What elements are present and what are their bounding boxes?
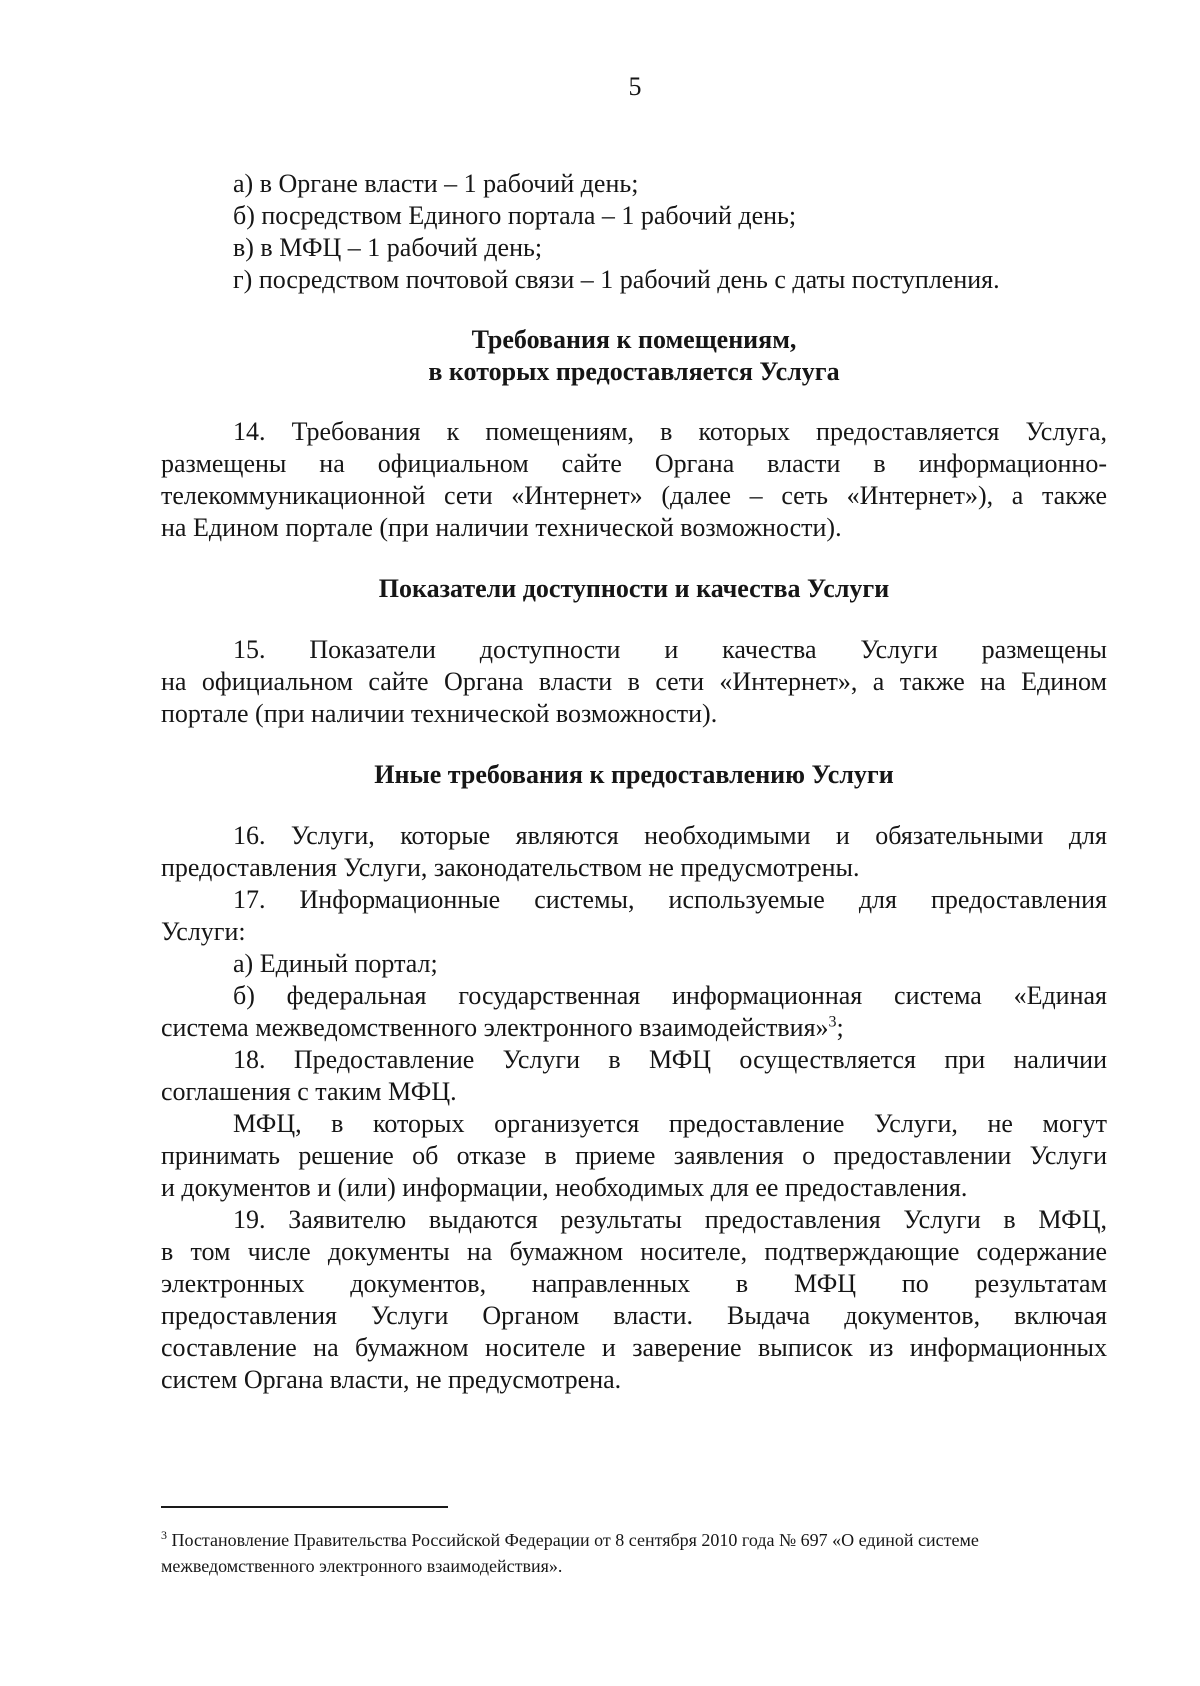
document-body	[161, 168, 1107, 1396]
paragraph-line: 19. Заявителю выдаются результаты предоставления Услуги в МФЦ,	[233, 1205, 1107, 1234]
paragraph-line: телекоммуникационной сети «Интернет» (далее – сеть «Интернет»), а также	[161, 481, 1107, 510]
paragraph-line: предоставления Услуги, законодательством не предусмотрены.	[161, 853, 860, 882]
paragraph-line	[161, 1012, 1107, 1044]
paragraph-line: Услуги:	[161, 917, 246, 946]
paragraph-line: предоставления Услуги Органом власти. Выдача документов, включая	[161, 1301, 1107, 1330]
footnote	[161, 1527, 1107, 1579]
list-item: б) посредством Единого портала – 1 рабочий день;	[233, 201, 797, 230]
paragraph-line-tail: ;	[836, 1013, 844, 1042]
deadline-list	[161, 168, 1107, 296]
paragraph-18	[161, 1044, 1107, 1204]
paragraph-16	[161, 820, 1107, 884]
heading-line: в которых предоставляется Услуга	[428, 357, 840, 386]
paragraph-line: принимать решение об отказе в приеме заявления о предоставлении Услуги	[161, 1141, 1107, 1170]
footnote-divider	[161, 1506, 448, 1508]
paragraph-line: портале (при наличии технической возможности).	[161, 699, 718, 728]
list-item: а) в Органе власти – 1 рабочий день;	[233, 169, 639, 198]
list-item: а) Единый портал;	[233, 949, 438, 978]
paragraph-line: МФЦ, в которых организуется предоставление Услуги, не могут	[233, 1109, 1107, 1138]
section-heading-quality: Показатели доступности и качества Услуги	[378, 574, 890, 603]
paragraph-line: на официальном сайте Органа власти в сети «Интернет», а также на Едином	[161, 667, 1107, 696]
paragraph-line: электронных документов, направленных в МФЦ по результатам	[161, 1269, 1107, 1298]
paragraph-14	[161, 416, 1107, 544]
footnote-reference: 3	[828, 1013, 837, 1031]
paragraph-line-text: система межведомственного электронного взаимодействия»	[161, 1013, 829, 1042]
paragraph-line: в том числе документы на бумажном носителе, подтверждающие содержание	[161, 1237, 1107, 1266]
paragraph-line: составление на бумажном носителе и заверение выписок из информационных	[161, 1333, 1107, 1362]
paragraph-line: 16. Услуги, которые являются необходимыми и обязательными для	[233, 821, 1107, 850]
footnote-line	[161, 1527, 1107, 1553]
paragraph-line: 15. Показатели доступности и качества Услуги размещены	[233, 635, 1107, 664]
paragraph-15	[161, 634, 1107, 730]
section-heading-other: Иные требования к предоставлению Услуги	[374, 760, 894, 789]
paragraph-line: на Едином портале (при наличии технической возможности).	[161, 513, 842, 542]
paragraph-line: и документов и (или) информации, необходимых для ее предоставления.	[161, 1173, 968, 1202]
paragraph-line: 18. Предоставление Услуги в МФЦ осуществляется при наличии	[233, 1045, 1107, 1074]
footnote-line: межведомственного электронного взаимодействия».	[161, 1556, 563, 1576]
paragraph-17	[161, 884, 1107, 1044]
paragraph-line: систем Органа власти, не предусмотрена.	[161, 1365, 622, 1394]
paragraph-line: 17. Информационные системы, используемые для предоставления	[233, 885, 1107, 914]
section-heading-premises	[161, 324, 1107, 388]
list-item: г) посредством почтовой связи – 1 рабочий день с даты поступления.	[233, 265, 1000, 294]
paragraph-line: 14. Требования к помещениям, в которых предоставляется Услуга,	[233, 417, 1107, 446]
list-item: б) федеральная государственная информационная система «Единая	[233, 981, 1107, 1010]
heading-line: Требования к помещениям,	[471, 325, 797, 354]
footnote-mark: 3	[161, 1528, 167, 1542]
paragraph-19	[161, 1204, 1107, 1396]
page-number: 5	[628, 72, 642, 101]
list-item: в) в МФЦ – 1 рабочий день;	[233, 233, 543, 262]
paragraph-line: размещены на официальном сайте Органа власти в информационно-	[161, 449, 1107, 478]
footnote-text: Постановление Правительства Российской Федерации от 8 сентября 2010 года № 697 «О единой системе	[167, 1530, 979, 1550]
paragraph-line: соглашения с таким МФЦ.	[161, 1077, 457, 1106]
